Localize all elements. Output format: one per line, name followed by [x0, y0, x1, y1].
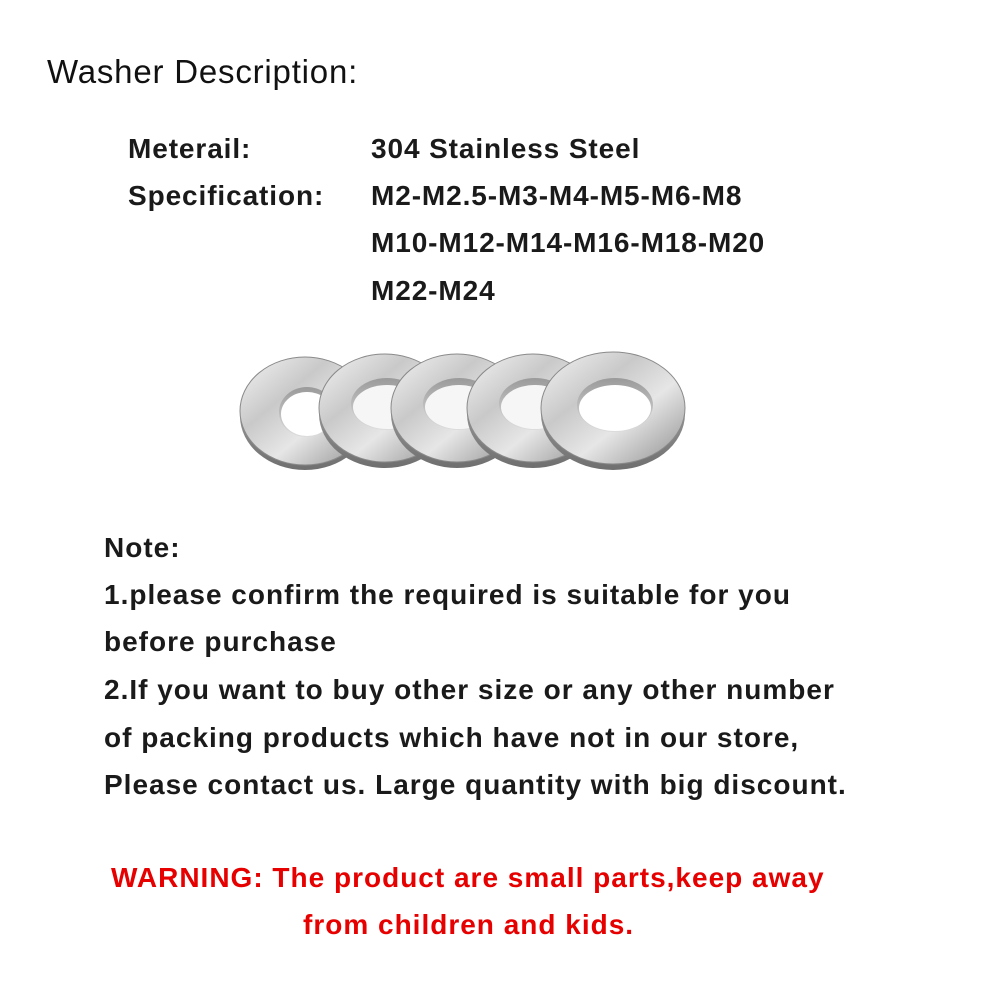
note-heading: Note: — [104, 532, 181, 563]
warning-line-2: from children and kids. — [303, 909, 635, 940]
material-value: 304 Stainless Steel — [371, 133, 641, 164]
note-line-3: 2.If you want to buy other size or any other number — [104, 674, 835, 705]
note-line-2: before purchase — [104, 626, 337, 657]
note-line-5: Please contact us. Large quantity with big discount. — [104, 769, 847, 800]
material-label: Meterail: — [128, 133, 252, 164]
page-title: Washer Description: — [47, 53, 359, 90]
specification-line-2: M10-M12-M14-M16-M18-M20 — [371, 227, 766, 258]
specification-line-3: M22-M24 — [371, 275, 496, 306]
specification-label: Specification: — [128, 180, 325, 211]
note-line-1: 1.please confirm the required is suitable for you — [104, 579, 791, 610]
washers-product-image — [235, 350, 695, 475]
warning-line-1: WARNING: The product are small parts,keep away — [111, 862, 825, 893]
note-line-4: of packing products which have not in our store, — [104, 722, 800, 753]
washer-5 — [541, 352, 685, 470]
specification-line-1: M2-M2.5-M3-M4-M5-M6-M8 — [371, 180, 743, 211]
